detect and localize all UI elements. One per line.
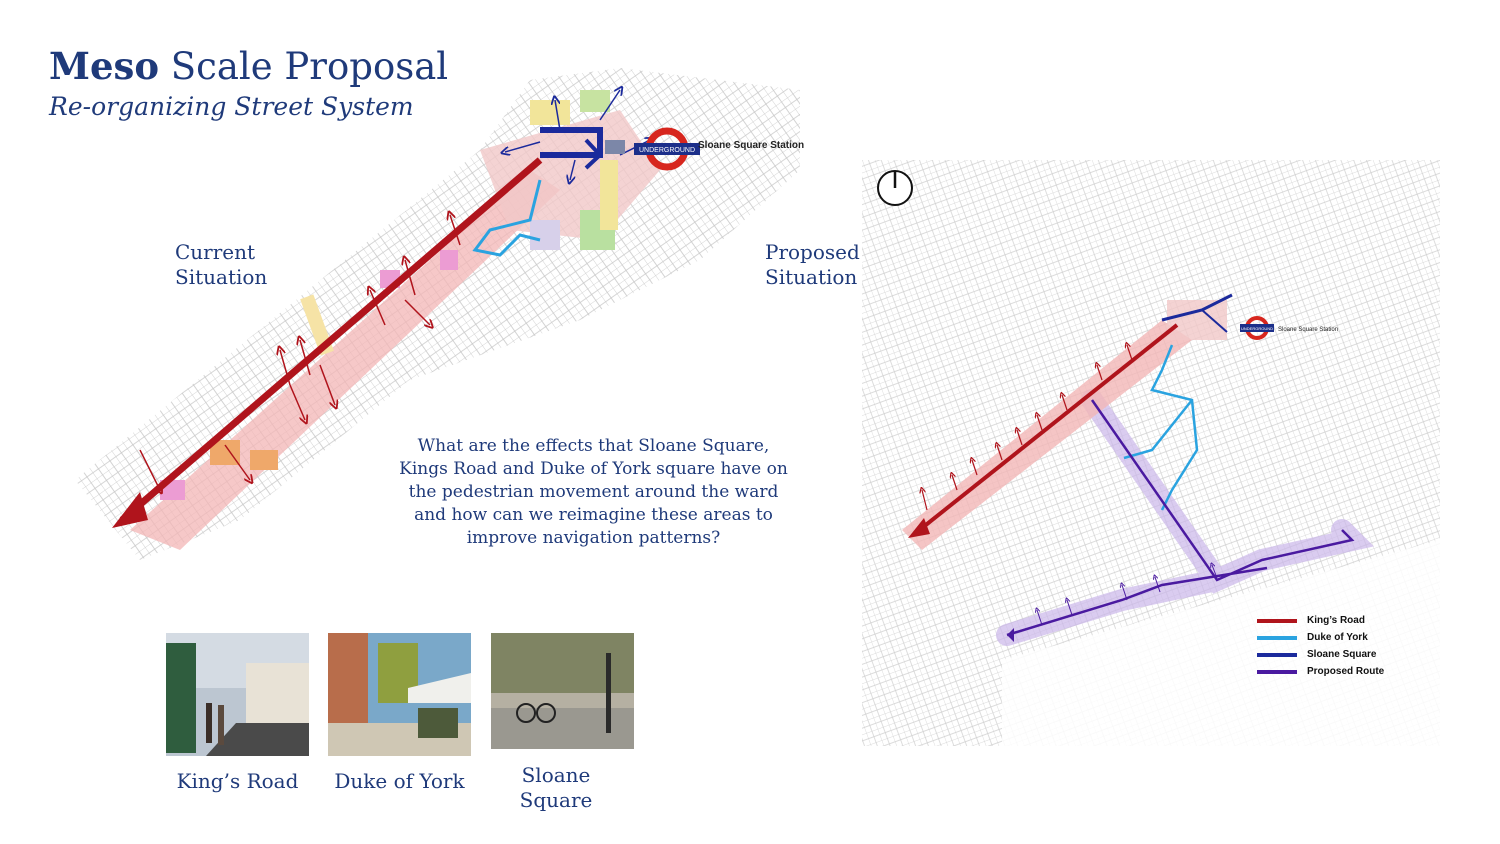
building-yellow	[530, 100, 570, 125]
underground-text: UNDERGROUND	[1241, 326, 1273, 331]
legend-swatch	[1257, 653, 1297, 657]
building-green	[580, 90, 610, 112]
sloane-caption-line1: Sloane	[521, 763, 591, 787]
legend-swatch	[1257, 670, 1297, 674]
building-yellow	[600, 160, 618, 230]
current-label-line1: Current	[175, 240, 256, 264]
station-name-label: Sloane Square Station	[1278, 327, 1339, 333]
legend-label: Proposed Route	[1307, 666, 1385, 677]
current-label-line2: Situation	[175, 265, 268, 289]
proposed-label-line2: Situation	[765, 265, 858, 289]
kings-road-photo	[166, 633, 309, 756]
legend-swatch	[1257, 619, 1297, 623]
building-lilac	[530, 220, 560, 250]
building-pink	[440, 250, 458, 270]
sloane-square-area	[1167, 300, 1227, 340]
duke-of-york-caption: Duke of York	[334, 769, 465, 793]
legend-swatch	[1257, 636, 1297, 640]
map-legend	[1257, 612, 1384, 680]
kings-road-caption: King’s Road	[176, 769, 299, 793]
sloane-square-photo	[491, 633, 634, 749]
research-question: What are the effects that Sloane Square, Kings Road and Duke of York square have on the pedestrian movement around the ward and how can we reimagine these areas to improve navigation patterns?	[399, 436, 788, 548]
north-arrow-icon	[878, 171, 912, 205]
current-situation-label	[175, 240, 267, 290]
station-building	[605, 140, 625, 154]
sloane-square-caption	[491, 763, 621, 813]
legend-item-sloane-square	[1257, 646, 1384, 663]
station-name-label: Sloane Square Station	[698, 140, 805, 151]
legend-label: Duke of York	[1307, 632, 1368, 643]
underground-text: UNDERGROUND	[639, 147, 695, 154]
legend-item-proposed-route	[1257, 663, 1384, 680]
legend-label: Sloane Square	[1307, 649, 1377, 660]
legend-label: King’s Road	[1307, 615, 1365, 626]
title-rest: Scale Proposal	[159, 45, 449, 88]
building-orange	[250, 450, 278, 470]
proposed-situation-label	[765, 240, 860, 290]
legend-item-kings-road	[1257, 612, 1384, 629]
title-bold: Meso	[49, 44, 160, 88]
sloane-caption-line2: Square	[519, 788, 593, 812]
page-subtitle: Re-organizing Street System	[49, 92, 414, 121]
legend-item-duke-of-york	[1257, 629, 1384, 646]
duke-of-york-photo	[328, 633, 471, 756]
proposed-label-line1: Proposed	[765, 240, 860, 264]
